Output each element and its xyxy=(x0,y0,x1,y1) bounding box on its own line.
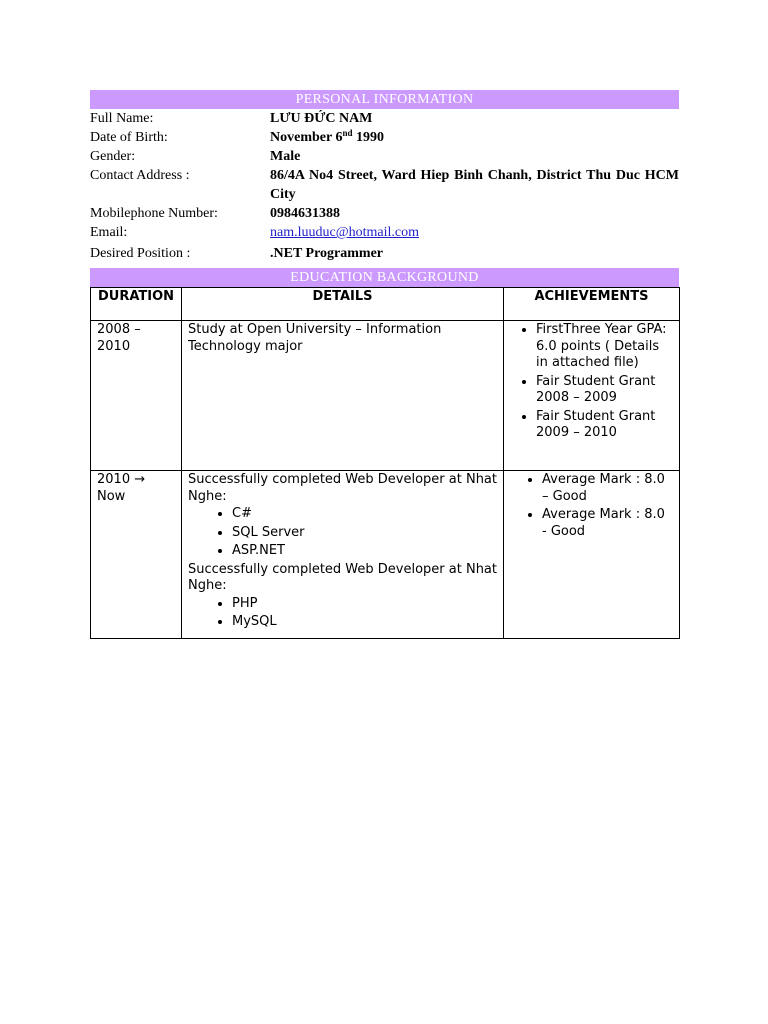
field-label: Date of Birth: xyxy=(90,130,168,145)
list-item: • C# xyxy=(232,506,497,523)
table-row xyxy=(91,471,680,639)
personal-info-block xyxy=(90,109,679,263)
header-details: DETAILS xyxy=(182,288,504,321)
field-mobile xyxy=(90,204,679,223)
table-header-row xyxy=(91,288,680,321)
achievements-cell xyxy=(504,321,680,471)
details-cell: Study at Open University – Information Technology major xyxy=(182,321,504,471)
details-intro: Successfully completed Web Developer at Nhat Nghe: xyxy=(188,472,497,504)
course-list xyxy=(188,596,497,631)
details-intro: Successfully completed Web Developer at Nhat Nghe: xyxy=(188,561,497,593)
resume-page xyxy=(90,90,679,639)
personal-info-header: PERSONAL INFORMATION xyxy=(90,90,679,109)
field-label: Email: xyxy=(90,225,128,240)
desired-position-value: .NET Programmer xyxy=(270,246,384,261)
list-item: • Fair Student Grant 2009 – 2010 xyxy=(536,409,673,442)
list-item: • SQL Server xyxy=(232,525,497,542)
field-label: Full Name: xyxy=(90,111,154,126)
achievements-list xyxy=(510,322,673,442)
list-item: • PHP xyxy=(232,596,497,613)
list-item: • MySQL xyxy=(232,614,497,631)
email-link[interactable]: nam.luuduc@hotmail.com xyxy=(270,225,419,240)
table-row xyxy=(91,321,680,471)
details-cell xyxy=(182,471,504,639)
list-item: • Average Mark : 8.0 - Good xyxy=(542,507,673,540)
field-gender xyxy=(90,147,679,166)
list-item: • Average Mark : 8.0 – Good xyxy=(542,472,673,505)
field-label: Mobilephone Number: xyxy=(90,206,218,221)
course-list xyxy=(188,506,497,560)
field-label: Desired Position : xyxy=(90,246,191,261)
field-contact-address xyxy=(90,166,679,204)
field-label: Gender: xyxy=(90,149,136,164)
duration-cell: 2010 → Now xyxy=(91,471,182,639)
education-header: EDUCATION BACKGROUND xyxy=(90,268,679,287)
full-name-value: LƯU ĐỨC NAM xyxy=(270,111,373,126)
contact-address-value: 86/4A No4 Street, Ward Hiep Binh Chanh, District Thu Duc HCM City xyxy=(270,168,679,202)
header-duration: DURATION xyxy=(91,288,182,321)
list-item: • FirstThree Year GPA: 6.0 points ( Details in attached file) xyxy=(536,322,673,372)
list-item: • Fair Student Grant 2008 – 2009 xyxy=(536,374,673,407)
dob-text: November 6 xyxy=(270,130,343,145)
achievements-list xyxy=(510,472,673,540)
gender-value: Male xyxy=(270,149,301,164)
mobile-value: 0984631388 xyxy=(270,206,340,221)
date-of-birth-value xyxy=(270,128,679,147)
email-value-cell xyxy=(270,223,679,242)
dob-suffix: nd xyxy=(342,128,353,138)
field-desired-position xyxy=(90,244,679,263)
list-item: • ASP.NET xyxy=(232,543,497,560)
field-date-of-birth xyxy=(90,128,679,147)
dob-year: 1990 xyxy=(352,130,384,145)
field-label: Contact Address : xyxy=(90,168,190,183)
achievements-cell xyxy=(504,471,680,639)
field-email xyxy=(90,223,679,242)
field-full-name xyxy=(90,109,679,128)
duration-cell: 2008 – 2010 xyxy=(91,321,182,471)
education-table xyxy=(90,287,680,639)
header-achievements: ACHIEVEMENTS xyxy=(504,288,680,321)
